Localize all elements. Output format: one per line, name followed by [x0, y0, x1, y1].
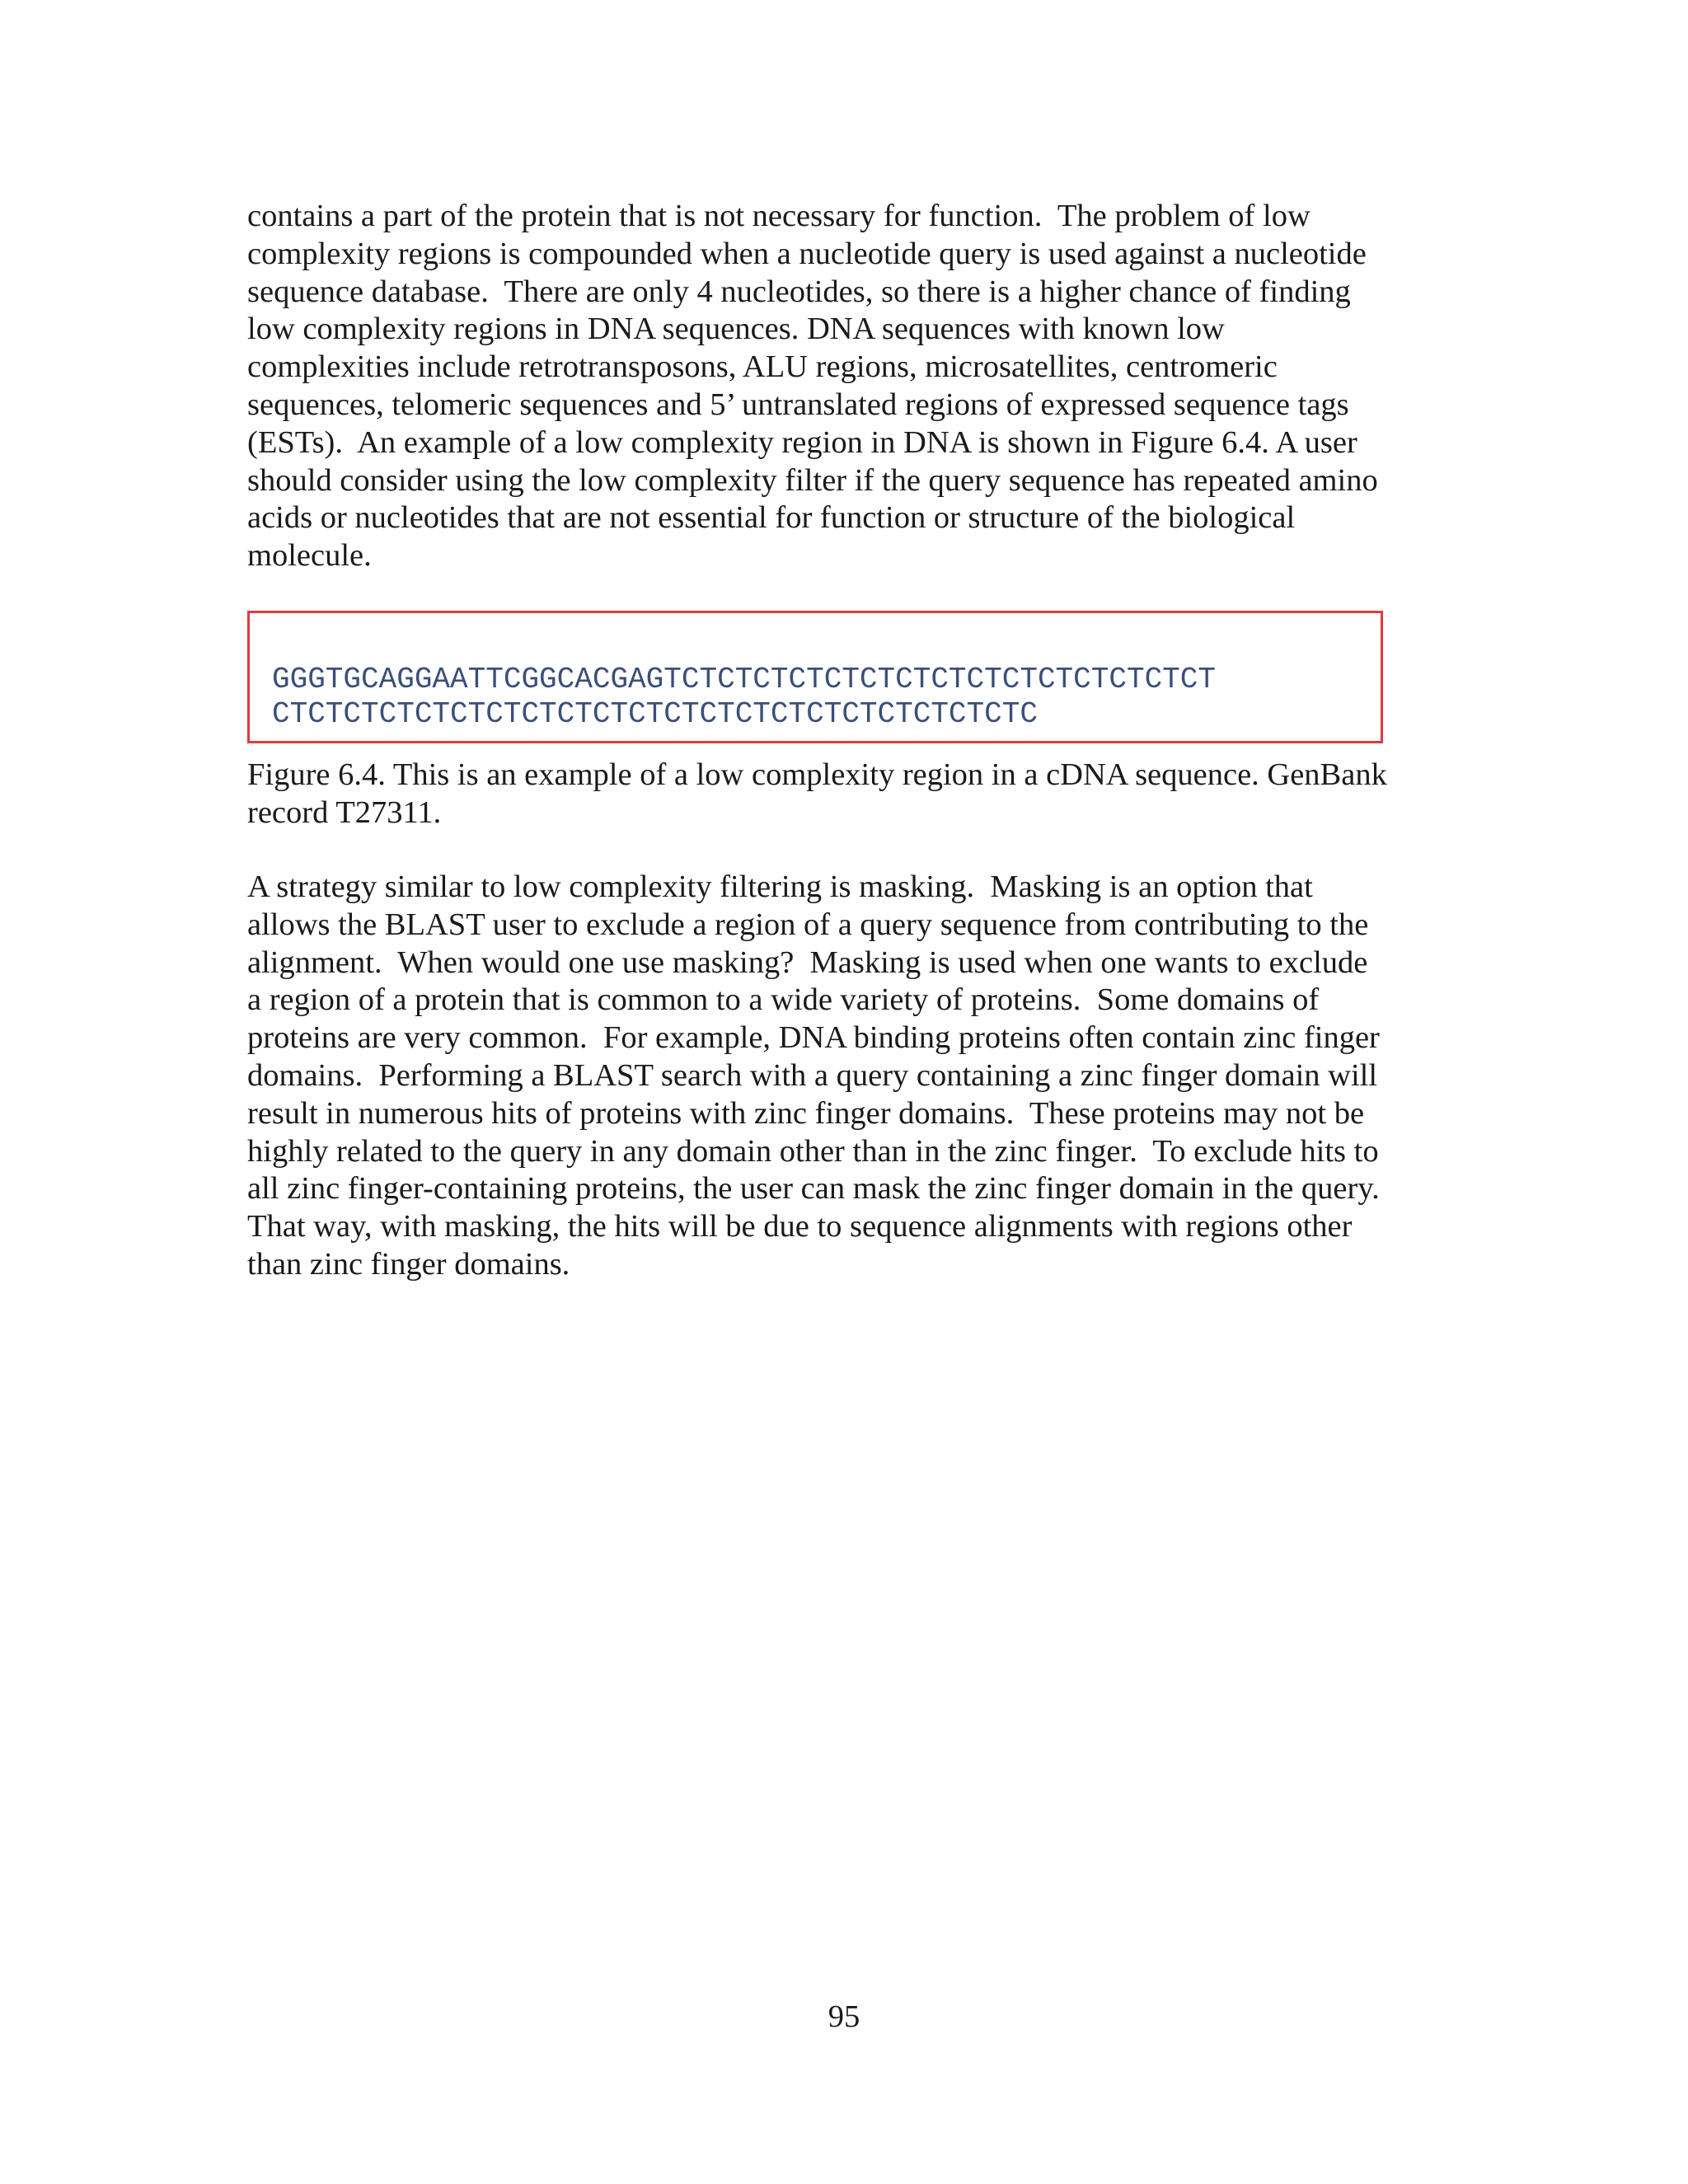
figure-caption: Figure 6.4. This is an example of a low complexity region in a cDNA sequence. GenBank record T27311. — [247, 757, 1387, 830]
page-number: 95 — [828, 1999, 860, 2034]
figure-sequence-box — [247, 611, 1383, 743]
body-paragraph-masking: A strategy similar to low complexity filtering is masking. Masking is an option that allows the BLAST user to exclude a region of a query sequence from contributing to the alignment. When would one use masking? Masking is used when one wants to exclude a region of a protein that is common to a wide variety of proteins. Some domains of proteins are very common. For example, DNA binding proteins often contain zinc finger domains. Performing a BLAST search with a query containing a zinc finger domain will result in numerous hits of proteins with zinc finger domains. These proteins may not be highly related to the query in any domain other than in the zinc finger. To exclude hits to all zinc finger-containing proteins, the user can mask the zinc finger domain in the query. That way, with masking, the hits will be due to sequence alignments with regions other than zinc finger domains. — [247, 869, 1380, 1282]
body-paragraph-low-complexity: contains a part of the protein that is not necessary for function. The problem of low complexity regions is compounded when a nucleotide query is used against a nucleotide sequence database. There are only 4 nucleotides, so there is a higher chance of finding low complexity regions in DNA sequences. DNA sequences with known low complexities include retrotransposons, ALU regions, microsatellites, centromeric sequences, telomeric sequences and 5’ untranslated regions of expressed sequence tags (ESTs). An example of a low complexity region in DNA is shown in Figure 6.4. A user should consider using the low complexity filter if the query sequence has repeated amino acids or nucleotides that are not essential for function or structure of the biological molecule. — [247, 199, 1378, 574]
dna-sequence-text: GGGTGCAGGAATTCGGCACGAGTCTCTCTCTCTCTCTCTCTCTCTCTCTCTCT CTCTCTCTCTCTCTCTCTCTCTCTCTCTCTCTCTCTCTCTCTC — [272, 663, 1216, 731]
